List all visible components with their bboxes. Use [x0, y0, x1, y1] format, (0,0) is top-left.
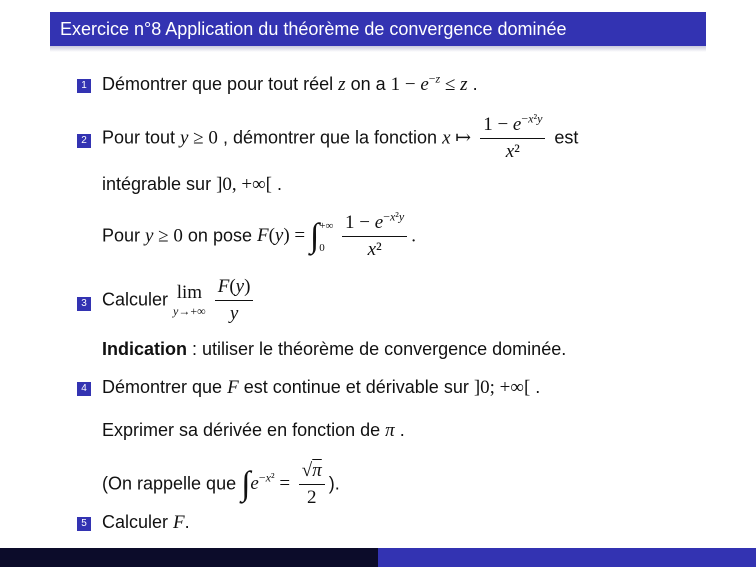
- pose-text-a: Pour: [102, 225, 146, 246]
- item-2-line-2: [102, 174, 282, 196]
- item-2-text-b: , démontrer que la fonction: [222, 127, 443, 148]
- indication-line: [102, 339, 566, 360]
- math-F-final: F: [173, 512, 185, 533]
- math-interval-semicolon: ]0; +∞[: [473, 377, 531, 398]
- item-4-text-c: .: [535, 377, 541, 397]
- math-sqrt-pi-over-2: $\frac{√\pi}{2}$: [299, 460, 325, 509]
- frame-title: Exercice n°8 Application du théorème de convergence dominée: [50, 12, 706, 46]
- pose-text-b: on pose: [187, 225, 257, 246]
- rappel-text-b: ).: [328, 473, 340, 494]
- item-1-text-b: on a: [350, 74, 391, 94]
- math-y-ge-0: y ≥ 0: [180, 127, 218, 149]
- item-2-line2-end: .: [277, 174, 283, 194]
- item-2-text-a: Pour tout: [102, 127, 181, 148]
- item-1-text-c: .: [472, 74, 478, 94]
- math-inequality: $1 - e^{-z} \le z$: [390, 71, 468, 95]
- derivee-end: .: [399, 420, 405, 440]
- footer-bar-left: [0, 548, 378, 567]
- item-5-text-b: .: [184, 512, 190, 532]
- item-5-text-a: Calculer: [102, 512, 174, 532]
- math-z: z: [338, 74, 346, 95]
- math-y-ge-0-b: y ≥ 0: [145, 225, 183, 247]
- math-fraction-f: $\frac{1 - e^{-x^2y}}{\text{x²}}$: [480, 114, 545, 163]
- item-1: [102, 71, 478, 96]
- item-2-text-c: est: [554, 127, 579, 148]
- rappel-text-a: (On rappelle que: [102, 473, 242, 494]
- item-3: [102, 276, 257, 325]
- item-4-text-b: est continue et dérivable sur: [243, 377, 474, 397]
- item-1-text-a: Démontrer que pour tout réel: [102, 74, 339, 94]
- math-fraction-Fy-over-y: $\frac{F(y)}{y}$: [215, 276, 254, 325]
- item-number-5: 5: [77, 517, 91, 531]
- math-integrand: $\frac{1 - e^{-x^2y}}{\text{x²}}$: [342, 212, 407, 261]
- item-4: [102, 377, 540, 399]
- indication-text: : utiliser le théorème de convergence dominée.: [187, 339, 567, 359]
- item-number-1: 1: [77, 79, 91, 93]
- math-gaussian-integral: $\int e^{-x^2}$ =: [241, 465, 295, 503]
- rappel-line: [102, 460, 340, 509]
- pose-line: Pour y ≥ 0 on pose F(y) = ∫ +∞ 0 $\frac{1 - e^{-x^2y}}{\text{x²}}$ .: [102, 209, 416, 260]
- item-2: [102, 111, 579, 163]
- item-number-4: 4: [77, 382, 91, 396]
- item-number-3: 3: [77, 297, 91, 311]
- math-F: F: [227, 377, 239, 398]
- indication-label: Indication: [102, 339, 187, 359]
- footer-bar-right: [378, 548, 756, 567]
- derivee-line: [102, 420, 405, 442]
- math-maps-to: x ↦: [442, 127, 472, 149]
- item-4-text-a: Démontrer que: [102, 377, 228, 397]
- item-5: [102, 512, 190, 534]
- math-interval-open: ]0, +∞[: [216, 174, 272, 195]
- derivee-text: Exprimer sa dérivée en fonction de: [102, 420, 386, 440]
- item-3-text-a: Calculer: [102, 289, 174, 310]
- math-definition-F: F(y) = ∫ +∞ 0: [256, 217, 334, 255]
- title-shadow: [50, 46, 706, 52]
- math-limit: lim y→+∞: [173, 282, 206, 318]
- math-pi: π: [385, 420, 395, 441]
- item-2-line2-text: intégrable sur: [102, 174, 217, 194]
- item-number-2: 2: [77, 134, 91, 148]
